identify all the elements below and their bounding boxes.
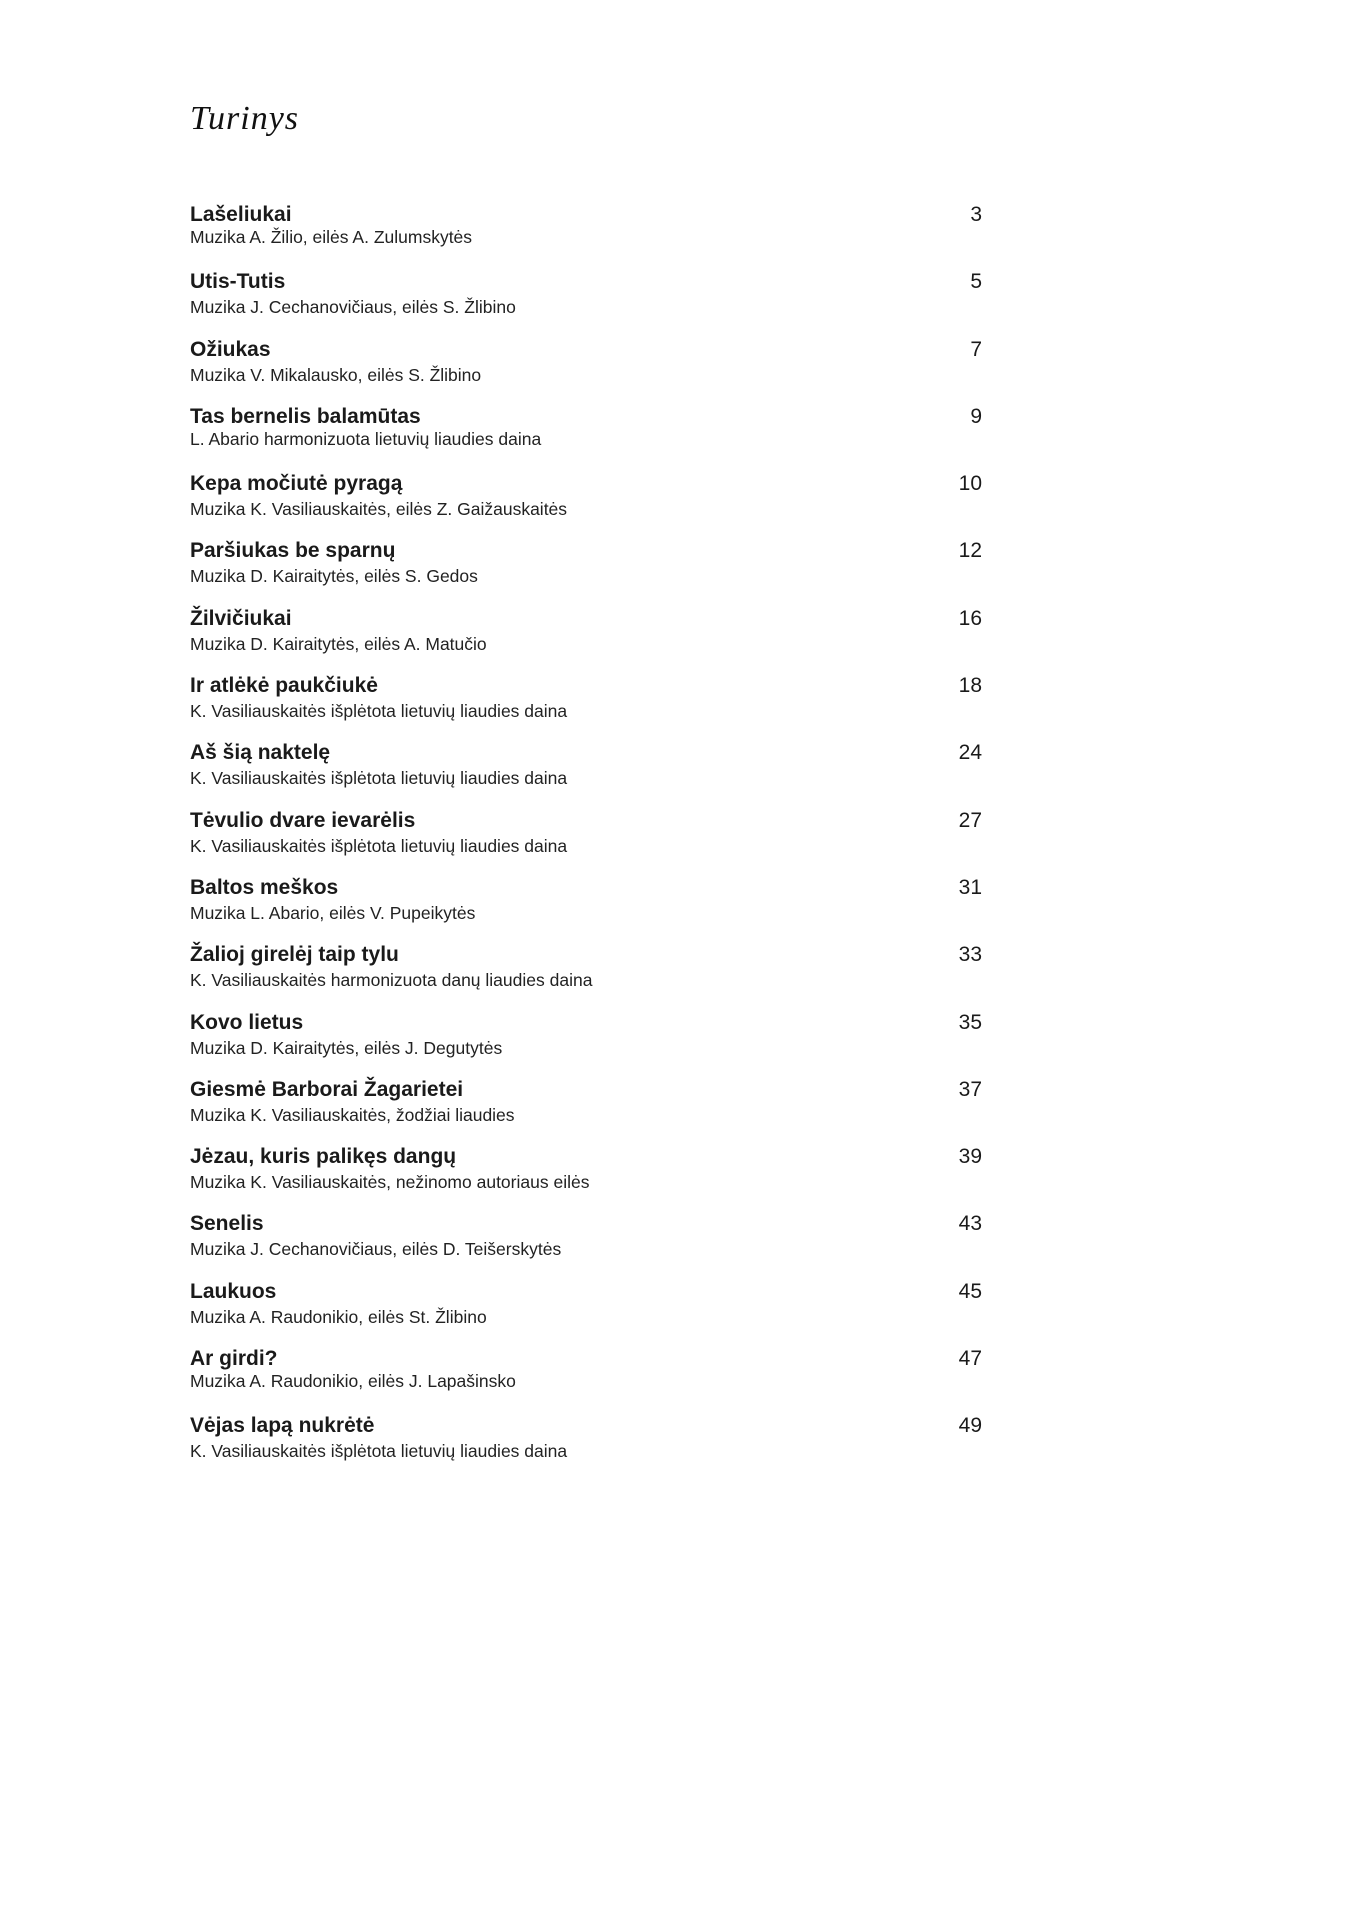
entry-subtitle: K. Vasiliauskaitės išplėtota lietuvių liaudies daina — [190, 701, 568, 722]
page-title: Turinys — [190, 100, 300, 137]
entry-subtitle: K. Vasiliauskaitės išplėtota lietuvių liaudies daina — [190, 835, 568, 856]
entry-page-number: 49 — [958, 1414, 982, 1438]
entry-subtitle: Muzika L. Abario, eilės V. Pupeikytės — [190, 902, 476, 923]
entry-page-number: 5 — [970, 270, 982, 294]
entry-subtitle: K. Vasiliauskaitės išplėtota lietuvių liaudies daina — [190, 768, 568, 789]
entry-subtitle: Muzika D. Kairaitytės, eilės A. Matučio — [190, 633, 487, 654]
entry-page-number: 47 — [958, 1347, 982, 1371]
entry-subtitle: Muzika J. Cechanovičiaus, eilės S. Žlibino — [190, 297, 516, 318]
entry-title: Ožiukas — [190, 337, 271, 361]
entry-title: Senelis — [190, 1212, 264, 1236]
toc-entry — [190, 201, 982, 268]
toc-entry — [190, 1009, 982, 1076]
entry-title: Laukuos — [190, 1279, 277, 1303]
entry-subtitle: Muzika J. Cechanovičiaus, eilės D. Teišerskytės — [190, 1239, 562, 1260]
entry-subtitle: Muzika A. Žilio, eilės A. Zulumskytės — [190, 227, 473, 247]
toc-entry — [190, 470, 982, 537]
entry-subtitle: Muzika V. Mikalausko, eilės S. Žlibino — [190, 364, 482, 385]
toc-entry — [190, 1210, 982, 1277]
entry-subtitle: Muzika K. Vasiliauskaitės, žodžiai liaudies — [190, 1104, 515, 1125]
entry-subtitle: Muzika K. Vasiliauskaitės, eilės Z. Gaižauskaitės — [190, 499, 568, 520]
entry-title: Kepa močiutė pyragą — [190, 472, 403, 496]
entry-title: Vėjas lapą nukrėtė — [190, 1414, 375, 1438]
entry-title: Lašeliukai — [190, 203, 292, 226]
entry-title: Tas bernelis balamūtas — [190, 404, 421, 428]
toc-entry — [190, 739, 982, 806]
entry-page-number: 31 — [958, 875, 982, 899]
toc-entry — [190, 1412, 982, 1479]
entry-title: Tėvulio dvare ievarėlis — [190, 808, 416, 832]
toc-entry — [190, 874, 982, 941]
toc-entry — [190, 807, 982, 874]
entry-subtitle: Muzika K. Vasiliauskaitės, nežinomo autoriaus eilės — [190, 1172, 590, 1193]
entry-subtitle: Muzika D. Kairaitytės, eilės J. Degutytės — [190, 1037, 503, 1058]
entry-page-number: 37 — [958, 1077, 982, 1101]
toc-entry — [190, 1143, 982, 1210]
entry-page-number: 35 — [958, 1010, 982, 1034]
toc-entry — [190, 336, 982, 403]
entry-subtitle: K. Vasiliauskaitės harmonizuota danų liaudies daina — [190, 970, 593, 991]
entry-page-number: 12 — [958, 539, 982, 563]
toc-entry — [190, 672, 982, 739]
entry-title: Utis-Tutis — [190, 270, 286, 294]
entry-page-number: 7 — [970, 337, 982, 361]
entry-subtitle: L. Abario harmonizuota lietuvių liaudies daina — [190, 428, 542, 449]
entry-title: Žilvičiukai — [190, 606, 292, 630]
entry-subtitle: Muzika D. Kairaitytės, eilės S. Gedos — [190, 566, 478, 587]
entry-title: Baltos meškos — [190, 875, 339, 899]
toc-entry — [190, 941, 982, 1008]
entry-title: Giesmė Barborai Žagarietei — [190, 1077, 464, 1101]
toc-entry — [190, 537, 982, 604]
entry-page-number: 27 — [958, 808, 982, 832]
entry-page-number: 39 — [958, 1145, 982, 1169]
entry-title: Aš šią naktelę — [190, 741, 331, 765]
entry-title: Kovo lietus — [190, 1010, 304, 1034]
entry-subtitle: K. Vasiliauskaitės išplėtota lietuvių liaudies daina — [190, 1441, 568, 1462]
entry-subtitle: Muzika A. Raudonikio, eilės St. Žlibino — [190, 1306, 487, 1327]
entry-title: Jėzau, kuris palikęs dangų — [190, 1145, 457, 1169]
entry-title: Ar girdi? — [190, 1347, 278, 1371]
entry-page-number: 43 — [958, 1212, 982, 1236]
toc-entry — [190, 605, 982, 672]
toc-entry — [190, 1278, 982, 1345]
entry-title: Ir atlėkė paukčiukė — [190, 674, 378, 698]
entry-page-number: 9 — [970, 404, 982, 428]
entry-page-number: 18 — [958, 674, 982, 698]
toc-entry — [190, 268, 982, 335]
entry-page-number: 3 — [970, 203, 982, 226]
entry-page-number: 16 — [958, 606, 982, 630]
table-of-contents — [190, 201, 982, 1480]
toc-entry — [190, 1345, 982, 1412]
entry-title: Paršiukas be sparnų — [190, 539, 396, 563]
entry-title: Žalioj girelėj taip tylu — [190, 943, 399, 967]
toc-entry — [190, 1076, 982, 1143]
entry-page-number: 10 — [958, 472, 982, 496]
entry-page-number: 24 — [958, 741, 982, 765]
entry-subtitle: Muzika A. Raudonikio, eilės J. Lapašinsko — [190, 1371, 516, 1392]
toc-entry — [190, 403, 982, 470]
entry-page-number: 33 — [958, 943, 982, 967]
entry-page-number: 45 — [958, 1279, 982, 1303]
